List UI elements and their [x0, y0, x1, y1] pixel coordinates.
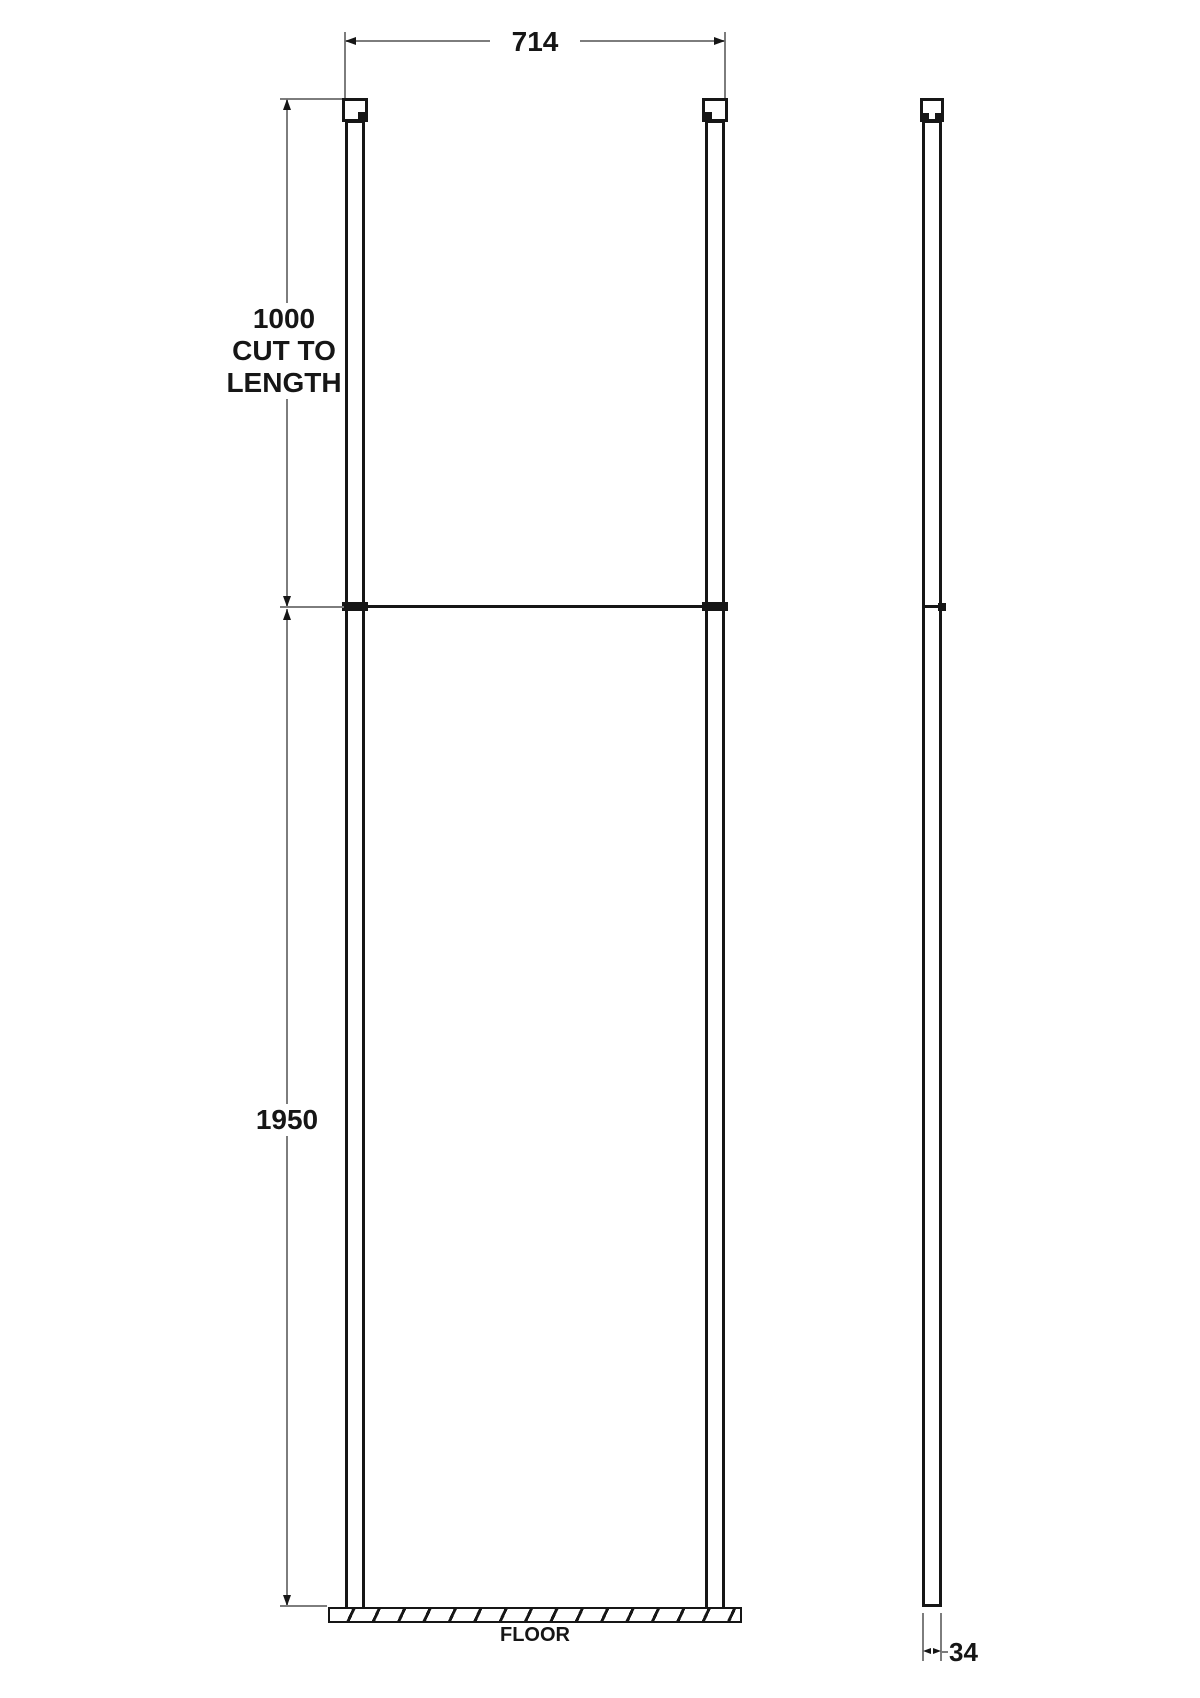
post-dimension-value	[226, 303, 342, 399]
panel-top-clamp-right	[702, 602, 728, 611]
left-support-post	[345, 120, 365, 1607]
post-arrow-up-icon	[283, 99, 291, 110]
side-junction-clamp	[938, 603, 946, 611]
floor-label: FLOOR	[460, 1624, 610, 1646]
depth-dimension-value: 34	[949, 1637, 978, 1667]
panel-top-clamp-left	[342, 602, 368, 611]
post-dimension-line2: CUT TO	[232, 335, 336, 366]
height-extension-line-bottom	[280, 1605, 327, 1607]
depth-dimension-tail	[941, 1651, 948, 1653]
height-arrow-up-icon	[283, 609, 291, 620]
floor-slab	[328, 1607, 742, 1623]
width-arrow-right-icon	[714, 37, 725, 45]
side-support-profile	[922, 120, 942, 1607]
right-ceiling-bracket	[702, 98, 728, 122]
left-ceiling-bracket	[342, 98, 368, 122]
depth-arrow-left-icon	[923, 1648, 931, 1654]
height-dimension-value: 1950	[237, 1104, 337, 1136]
panel-top-edge	[345, 605, 725, 608]
width-dimension-value: 714	[490, 26, 580, 58]
left-ceiling-bracket-notch	[358, 112, 365, 119]
post-dimension-line3: LENGTH	[226, 367, 342, 398]
side-ceiling-bracket-notch-left	[923, 113, 929, 119]
post-dimension-line1: 1000	[252, 303, 316, 334]
depth-arrow-right-icon	[933, 1648, 941, 1654]
width-arrow-left-icon	[345, 37, 356, 45]
height-extension-line-top	[280, 606, 344, 608]
right-support-post	[705, 120, 725, 1607]
right-ceiling-bracket-notch	[705, 112, 712, 119]
side-ceiling-bracket-notch-right	[935, 113, 941, 119]
side-ceiling-bracket	[920, 98, 944, 122]
